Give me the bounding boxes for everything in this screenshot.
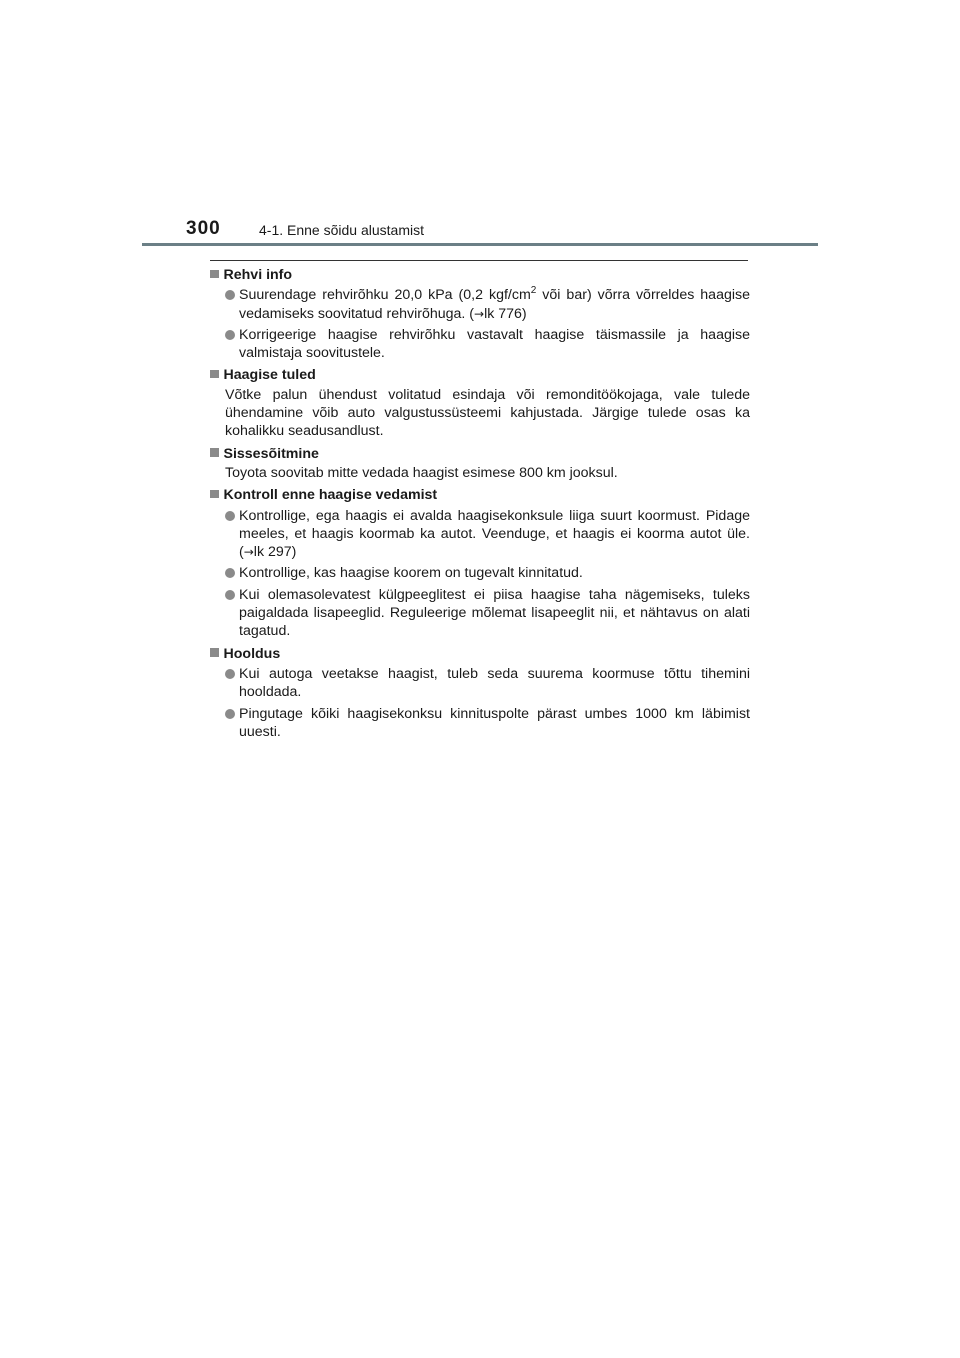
- text-fragment: Suurendage rehvirõhku 20,0 kPa (0,2 kgf/cm: [239, 287, 531, 304]
- list-item: [210, 326, 750, 363]
- section-heading: [210, 366, 750, 384]
- section-kontroll: [210, 486, 750, 640]
- page-reference: lk 776): [484, 305, 527, 322]
- section-heading: [210, 266, 750, 284]
- section-rehvi-info: [210, 266, 750, 362]
- square-bullet-icon: [210, 270, 219, 279]
- square-bullet-icon: [210, 370, 219, 379]
- section-heading: [210, 486, 750, 504]
- square-bullet-icon: [210, 648, 219, 657]
- round-bullet-icon: [225, 709, 235, 719]
- square-bullet-icon: [210, 490, 219, 499]
- page-content: [210, 266, 750, 745]
- page-reference: lk 297): [253, 544, 297, 561]
- list-item-text: Kui olemasolevatest külgpeeglitest ei piisa haagise taha nägemiseks, tuleks paigaldada lisapeeglid. Reguleerige mõlemat lisapeeglit nii, et nähtavus on alati tagatud.: [239, 586, 750, 640]
- chapter-title: 4-1. Enne sõidu alustamist: [259, 222, 424, 238]
- list-item-text: Korrigeerige haagise rehvirõhku vastavalt haagise täismassile ja haagise valmistaja soovitustele.: [239, 326, 750, 362]
- list-item: [210, 507, 750, 562]
- page-number: 300: [186, 218, 221, 239]
- section-title: Haagise tuled: [223, 367, 316, 384]
- arrow-icon: →: [243, 545, 254, 560]
- header-rule: [142, 243, 818, 246]
- round-bullet-icon: [225, 590, 235, 600]
- section-title: Sissesõitmine: [223, 445, 319, 462]
- section-paragraph: Võtke palun ühendust volitatud esindaja või remonditöökojaga, vale tulede ühendamine võib auto valgustussüsteemi kahjustada. Järgige tulede osas ka kohalikku seadusandlust.: [225, 386, 750, 440]
- square-bullet-icon: [210, 448, 219, 457]
- text-fragment: Kontrollige, ega haagis ei avalda haagisekonksule liiga suurt koormust. Pidage meeles, et haagis koormab ka autot. Veenduge, et haagis ei koorma autot üle. (: [239, 507, 750, 561]
- content-top-rule: [210, 260, 748, 261]
- section-sissesoitmine: [210, 445, 750, 483]
- section-heading: [210, 445, 750, 463]
- section-title: Hooldus: [223, 645, 281, 662]
- section-title: Rehvi info: [223, 267, 293, 283]
- section-title: Kontroll enne haagise vedamist: [223, 487, 438, 504]
- section-haagise-tuled: [210, 366, 750, 440]
- list-item-text: [239, 286, 750, 323]
- list-item: [210, 286, 750, 323]
- list-item-text: Kontrollige, kas haagise koorem on tugevalt kinnitatud.: [239, 565, 583, 582]
- list-item-text: [239, 507, 750, 562]
- section-heading: [210, 645, 750, 663]
- round-bullet-icon: [225, 330, 235, 340]
- round-bullet-icon: [225, 669, 235, 679]
- text-fragment: või bar) võrra võrreldes haagise vedamiseks soovitatud rehvirõhuga. (: [239, 287, 750, 322]
- section-hooldus: [210, 645, 750, 741]
- round-bullet-icon: [225, 511, 235, 521]
- arrow-icon: →: [474, 306, 485, 321]
- list-item: [210, 705, 750, 742]
- list-item-text: Kui autoga veetakse haagist, tuleb seda suurema koormuse tõttu tihemini hooldada.: [239, 665, 750, 701]
- round-bullet-icon: [225, 568, 235, 578]
- section-paragraph: Toyota soovitab mitte vedada haagist esimese 800 km jooksul.: [225, 464, 618, 481]
- list-item: [210, 665, 750, 702]
- list-item: [210, 586, 750, 641]
- round-bullet-icon: [225, 290, 235, 300]
- list-item-text: Pingutage kõiki haagisekonksu kinnituspolte pärast umbes 1000 km läbimist uuesti.: [239, 705, 750, 740]
- superscript: 2: [530, 285, 537, 297]
- list-item: [210, 564, 750, 582]
